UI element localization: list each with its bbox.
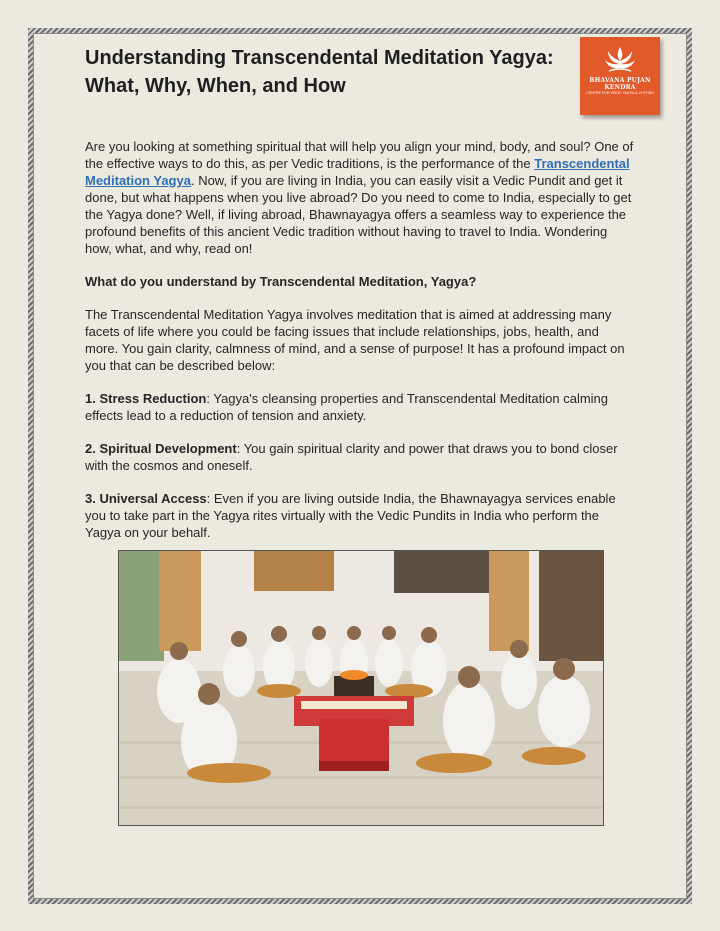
benefit-label: 3. Universal Access [85, 491, 207, 506]
section-question: What do you understand by Transcendental Meditation, Yagya? [85, 274, 477, 289]
intro-text-end: . Now, if you are living in India, you can easily visit a Vedic Pundit and get it done, but what happens when you live abroad? Do you need to come to India, especially to get the Yagya done? Well, if living abroad, Bhawnayagya offers a seamless way to experience the profound benefits of this ancient Vedic tradition without having to travel to India. Wondering how, what, and why, read on! [85, 173, 632, 256]
logo-brand-name: BHAVANA PUJAN KENDRA [589, 77, 651, 91]
title-line-2: What, Why, When, and How [85, 75, 346, 97]
benefit-label: 2. Spiritual Development [85, 441, 237, 456]
benefit-item-access [85, 490, 635, 541]
benefit-label: 1. Stress Reduction [85, 391, 207, 406]
intro-text-start: Are you looking at something spiritual that will help you align your mind, body, and soul? One of the effective ways to do this, as per Vedic traditions, is the performance of the [85, 139, 634, 171]
benefit-item-stress [85, 390, 635, 424]
answer-paragraph: The Transcendental Meditation Yagya involves meditation that is aimed at addressing many facets of life where you could be facing issues that include relationships, jobs, health, and more. You gain clarity, calmness of mind, and a sense of purpose! It has a profound impact on you that can be described below: [85, 307, 625, 373]
document-title [85, 44, 555, 100]
transcendental-meditation-link[interactable]: Transcendental Meditation Yagya [85, 156, 630, 188]
article-body [85, 138, 635, 557]
logo-tagline: CENTRE FOR VEDIC YAGYA & JYOTISH [586, 91, 654, 95]
benefit-text: : You gain spiritual clarity and power that draws you to bond closer with the cosmos and oneself. [85, 441, 618, 473]
yagya-ceremony-illustration [119, 551, 603, 825]
brand-logo [580, 37, 660, 115]
title-line-1: Understanding Transcendental Meditation Yagya: [85, 47, 554, 69]
benefit-text: : Even if you are living outside India, the Bhawnayagya services enable you to take part in the Yagya rites virtually with the Vedic Pundits in India who perform the Yagya on your behalf. [85, 491, 616, 540]
benefit-item-spiritual [85, 440, 635, 474]
lotus-flame-icon [603, 45, 637, 75]
benefit-text: : Yagya's cleansing properties and Transcendental Meditation calming effects lead to a reduction of tension and anxiety. [85, 391, 609, 423]
intro-paragraph [85, 138, 635, 257]
yagya-ceremony-photo [118, 550, 604, 826]
